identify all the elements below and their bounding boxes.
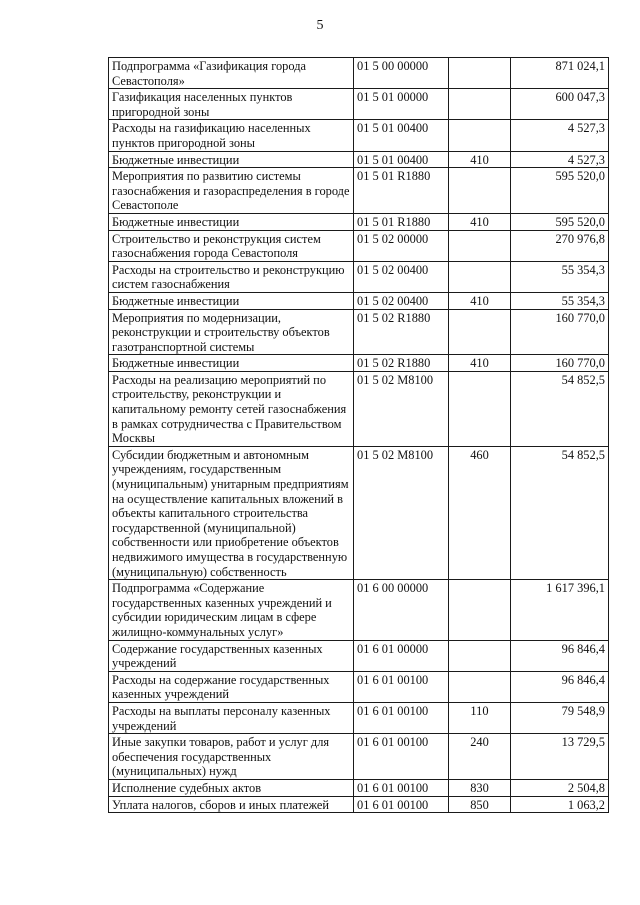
table-row (109, 671, 609, 702)
row-name-cell: Расходы на реализацию мероприятий по строительству, реконструкции и капитальному ремонту сетей газоснабжения в рамках сотрудничества с Правительством Москвы (109, 371, 354, 446)
table-row (109, 355, 609, 372)
row-amount-cell: 600 047,3 (511, 89, 609, 120)
row-amount-cell: 54 852,5 (511, 371, 609, 446)
row-name-cell: Подпрограмма «Содержание государственных казенных учреждений и субсидии юридическим лицам в сфере жилищно-коммунальных услуг» (109, 580, 354, 640)
table-row (109, 168, 609, 214)
table-row (109, 734, 609, 780)
row-amount-cell: 96 846,4 (511, 640, 609, 671)
row-code-cell: 01 5 02 00400 (354, 292, 449, 309)
row-amount-cell: 1 617 396,1 (511, 580, 609, 640)
row-amount-cell: 13 729,5 (511, 734, 609, 780)
page-number: 5 (316, 18, 324, 33)
table-row (109, 371, 609, 446)
row-code-cell: 01 5 01 00400 (354, 151, 449, 168)
row-code-cell: 01 5 01 00400 (354, 120, 449, 151)
row-amount-cell: 160 770,0 (511, 355, 609, 372)
row-expense-type-cell: 410 (449, 292, 511, 309)
row-expense-type-cell (449, 580, 511, 640)
row-name-cell: Субсидии бюджетным и автономным учреждениям, государственным (муниципальным) унитарным предприятиям на осуществление капитальных вложений в объекты капитального строительства государственной (муниципальной) собственности или приобретение объектов недвижимого имущества в государственную (муниципальную) собственность (109, 446, 354, 579)
table-row (109, 89, 609, 120)
row-name-cell: Бюджетные инвестиции (109, 355, 354, 372)
row-expense-type-cell: 460 (449, 446, 511, 579)
row-name-cell: Строительство и реконструкция систем газоснабжения города Севастополя (109, 230, 354, 261)
table-row (109, 309, 609, 355)
table-row (109, 120, 609, 151)
row-name-cell: Уплата налогов, сборов и иных платежей (109, 796, 354, 813)
row-amount-cell: 55 354,3 (511, 261, 609, 292)
row-code-cell: 01 5 02 R1880 (354, 355, 449, 372)
row-name-cell: Мероприятия по модернизации, реконструкции и строительству объектов газотранспортной системы (109, 309, 354, 355)
row-amount-cell: 1 063,2 (511, 796, 609, 813)
row-expense-type-cell (449, 371, 511, 446)
row-code-cell: 01 6 01 00100 (354, 671, 449, 702)
row-code-cell: 01 5 01 00000 (354, 89, 449, 120)
row-expense-type-cell: 240 (449, 734, 511, 780)
table-row (109, 213, 609, 230)
row-expense-type-cell: 410 (449, 355, 511, 372)
table-row (109, 230, 609, 261)
row-amount-cell: 4 527,3 (511, 151, 609, 168)
row-expense-type-cell: 410 (449, 213, 511, 230)
row-name-cell: Исполнение судебных актов (109, 779, 354, 796)
row-expense-type-cell: 830 (449, 779, 511, 796)
row-code-cell: 01 6 01 00100 (354, 779, 449, 796)
row-expense-type-cell (449, 89, 511, 120)
row-name-cell: Расходы на выплаты персоналу казенных учреждений (109, 702, 354, 733)
row-amount-cell: 595 520,0 (511, 213, 609, 230)
row-expense-type-cell (449, 261, 511, 292)
row-code-cell: 01 5 02 00400 (354, 261, 449, 292)
row-code-cell: 01 5 02 R1880 (354, 309, 449, 355)
budget-table (108, 57, 609, 813)
row-code-cell: 01 6 01 00100 (354, 734, 449, 780)
table-row (109, 640, 609, 671)
row-code-cell: 01 5 02 M8100 (354, 371, 449, 446)
row-code-cell: 01 5 01 R1880 (354, 213, 449, 230)
table-row (109, 580, 609, 640)
row-name-cell: Бюджетные инвестиции (109, 292, 354, 309)
row-code-cell: 01 6 01 00000 (354, 640, 449, 671)
table-row (109, 779, 609, 796)
table-row (109, 261, 609, 292)
row-expense-type-cell (449, 671, 511, 702)
row-code-cell: 01 5 02 M8100 (354, 446, 449, 579)
row-name-cell: Расходы на строительство и реконструкцию систем газоснабжения (109, 261, 354, 292)
row-name-cell: Бюджетные инвестиции (109, 213, 354, 230)
table-row (109, 151, 609, 168)
budget-table-body (109, 58, 609, 813)
table-row (109, 446, 609, 579)
row-expense-type-cell: 410 (449, 151, 511, 168)
row-name-cell: Расходы на газификацию населенных пунктов пригородной зоны (109, 120, 354, 151)
row-amount-cell: 54 852,5 (511, 446, 609, 579)
row-expense-type-cell (449, 230, 511, 261)
table-row (109, 702, 609, 733)
row-code-cell: 01 5 02 00000 (354, 230, 449, 261)
row-name-cell: Бюджетные инвестиции (109, 151, 354, 168)
row-expense-type-cell (449, 640, 511, 671)
row-amount-cell: 871 024,1 (511, 58, 609, 89)
row-expense-type-cell (449, 168, 511, 214)
row-code-cell: 01 6 01 00100 (354, 702, 449, 733)
row-name-cell: Содержание государственных казенных учреждений (109, 640, 354, 671)
row-expense-type-cell (449, 309, 511, 355)
row-name-cell: Подпрограмма «Газификация города Севастополя» (109, 58, 354, 89)
row-amount-cell: 595 520,0 (511, 168, 609, 214)
table-row (109, 796, 609, 813)
row-amount-cell: 79 548,9 (511, 702, 609, 733)
row-amount-cell: 270 976,8 (511, 230, 609, 261)
row-expense-type-cell (449, 120, 511, 151)
row-expense-type-cell: 110 (449, 702, 511, 733)
row-amount-cell: 4 527,3 (511, 120, 609, 151)
table-row (109, 292, 609, 309)
row-code-cell: 01 6 01 00100 (354, 796, 449, 813)
row-name-cell: Иные закупки товаров, работ и услуг для обеспечения государственных (муниципальных) нужд (109, 734, 354, 780)
row-expense-type-cell: 850 (449, 796, 511, 813)
table-row (109, 58, 609, 89)
row-code-cell: 01 5 01 R1880 (354, 168, 449, 214)
row-amount-cell: 2 504,8 (511, 779, 609, 796)
row-amount-cell: 160 770,0 (511, 309, 609, 355)
row-expense-type-cell (449, 58, 511, 89)
row-code-cell: 01 5 00 00000 (354, 58, 449, 89)
row-name-cell: Газификация населенных пунктов пригородной зоны (109, 89, 354, 120)
row-amount-cell: 96 846,4 (511, 671, 609, 702)
row-amount-cell: 55 354,3 (511, 292, 609, 309)
row-name-cell: Расходы на содержание государственных казенных учреждений (109, 671, 354, 702)
row-name-cell: Мероприятия по развитию системы газоснабжения и газораспределения в городе Севастополе (109, 168, 354, 214)
row-code-cell: 01 6 00 00000 (354, 580, 449, 640)
